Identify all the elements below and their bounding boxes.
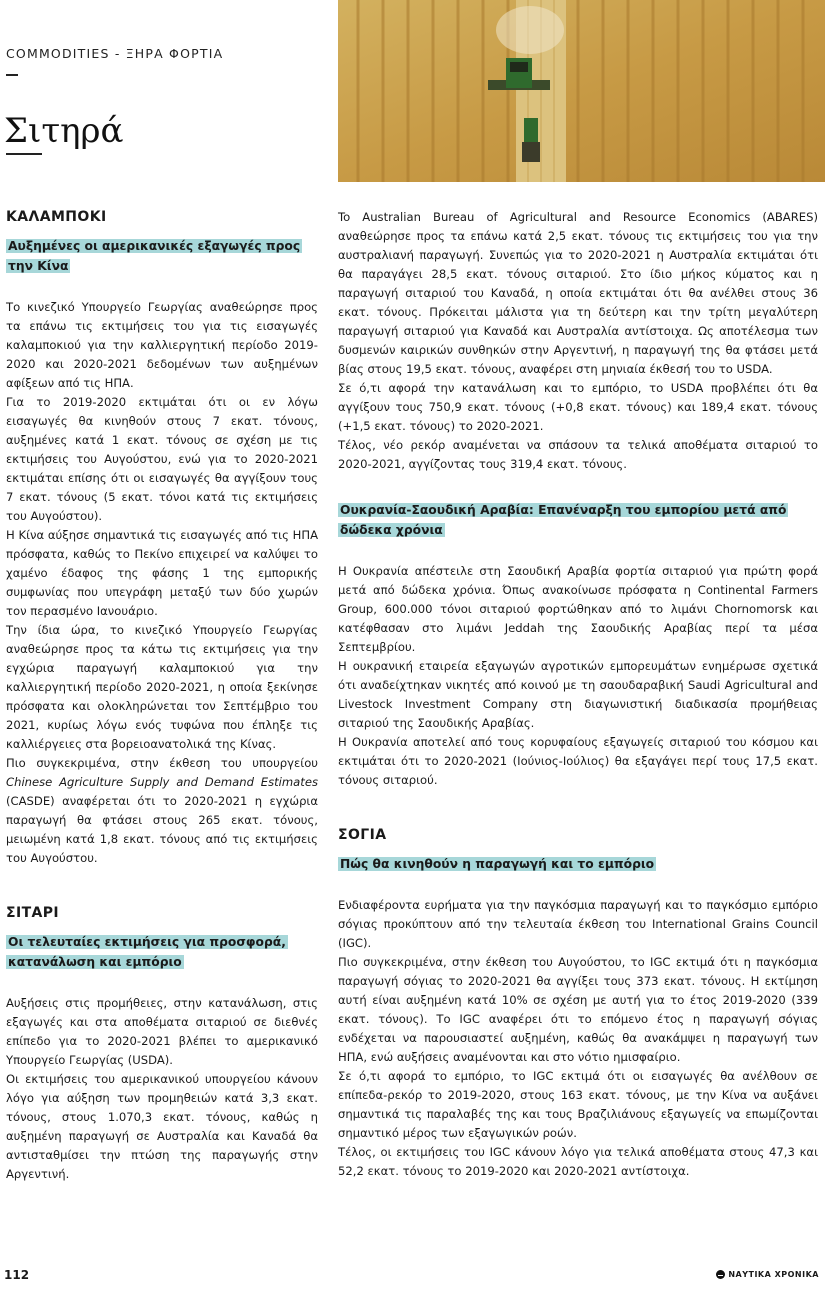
left-column: [6, 208, 318, 1184]
publication-brand: [716, 1270, 819, 1279]
corn-paragraph-4: Την ίδια ώρα, το κινεζικό Υπουργείο Γεωργίας αναθεώρησε προς τα κάτω τις εκτιμήσεις για την εγχώρια παραγωγή καλαμποκιού για την καλλιεργητική περίοδο 2020-2021, η οποία ξεκίνησε πρόσφατα και ολοκληρώνεται τον Σεπτέμβριο του 2021, κυρίως λόγω ενός τυφώνα που έπληξε τις καλλιέργειες στα βορειοανατολικά της Κίνας.: [6, 623, 318, 751]
right-column: [338, 208, 818, 1181]
soy-paragraph-4: Τέλος, οι εκτιμήσεις του IGC κάνουν λόγο για τελικά αποθέματα στους 47,3 και 52,2 εκατ. τόνους το 2019-2020 και 2020-2021 αντίστοιχα.: [338, 1145, 818, 1178]
brand-name: ΝΑΥΤΙΚΑ ΧΡΟΝΙΚΑ: [728, 1270, 819, 1279]
wheat-subheading: Οι τελευταίες εκτιμήσεις για προσφορά, κατανάλωση και εμπόριο: [8, 935, 286, 969]
wheat-heading: ΣΙΤΑΡΙ: [6, 905, 60, 921]
soy-paragraph-3: Σε ό,τι αφορά το εμπόριο, το IGC εκτιμά ότι οι εισαγωγές θα ανέλθουν σε επίπεδα-ρεκόρ το 2019-2020, στους 163 εκατ. τόνους, με την Κίνα να αυξάνει σημαντικά τις παραλαβές της και τους Βραζιλιάνους εξαγωγείς να επωμίζονται σημαντικό μέρος των εξαγωγικών ροών.: [338, 1069, 818, 1140]
page-title: Σιτηρά: [4, 110, 124, 151]
corn-paragraph-5: Πιο συγκεκριμένα, στην έκθεση του υπουργείου Chinese Agriculture Supply and Demand Estimates (CASDE) αναφέρεται ότι το 2020-2021 η εγχώρια παραγωγή θα φτάσει στους 265 εκατ. τόνους, μειωμένη κατά 1,8 εκατ. τόνους από τις εκτιμήσεις του Αυγούστου.: [6, 756, 318, 865]
brand-logo-icon: [716, 1270, 725, 1279]
corn-heading: ΚΑΛΑΜΠΟΚΙ: [6, 209, 107, 225]
page-number: 112: [4, 1268, 30, 1282]
wheat-paragraph-2: Οι εκτιμήσεις του αμερικανικού υπουργείου κάνουν λόγο για αύξηση των προμηθειών κατά 3,3 εκατ. τόνους, στους 1.070,3 εκατ. τόνους, καθώς η αυξημένη παραγωγή σε Αυστραλία και Καναδά θα αντισταθμίσει την πτώση της παραγωγής στην Αργεντινή.: [6, 1072, 318, 1181]
kicker-divider: [6, 74, 18, 76]
ukraine-paragraph-2: Η ουκρανική εταιρεία εξαγωγών αγροτικών εμπορευμάτων ενημέρωσε σχετικά ότι αναδείχτηκαν νικητές από κοινού με τη σαουδαραβική Saudi Agricultural and Livestock Investment Company στη διαγωνιστική διαδικασία προμήθειας σιταριού της Σαουδικής Αραβίας.: [338, 659, 818, 730]
soy-subheading: Πώς θα κινηθούν η παραγωγή και το εμπόριο: [340, 857, 655, 871]
title-divider: [6, 153, 42, 155]
ukraine-paragraph-1: Η Ουκρανία απέστειλε στη Σαουδική Αραβία φορτία σιταριού για πρώτη φορά μετά από δώδεκα χρόνια. Όπως ανακοίνωσε πρόσφατα η Continental Farmers Group, 600.000 τόνοι σιταριού φορτώθηκαν από το λιμάνι Chornomorsk και κατέφθασαν στο λιμάνι Jeddah της Σαουδικής Αραβίας περί τα μέσα Σεπτεμβρίου.: [338, 564, 818, 654]
ukraine-paragraph-3: Η Ουκρανία αποτελεί από τους κορυφαίους εξαγωγείς σιταριού του κόσμου και εκτιμάται ότι το 2020-2021 (Ιούνιος-Ιούλιος) θα εξαγάγει περί τους 17,5 εκατ. τόνους σιταριού.: [338, 735, 818, 787]
corn-paragraph-2: Για το 2019-2020 εκτιμάται ότι οι εν λόγω εισαγωγές θα κινηθούν στους 7 εκατ. τόνους, αυξημένες κατά 1 εκατ. τόνους σε σχέση με τις εκτιμήσεις του Αυγούστου, ενώ για το 2020-2021 εκτιμάται επίσης ότι οι εισαγωγές θα αγγίξουν τους 7 εκατ. τόνους (5 εκατ. τόνοι κατά τις εκτιμήσεις του Αυγούστου).: [6, 395, 318, 523]
wheat-paragraph-1: Αυξήσεις στις προμήθειες, στην κατανάλωση, στις εξαγωγές και στα αποθέματα σιταριού σε διεθνές επίπεδο για το 2020-2021 βλέπει το αμερικανικό Υπουργείο Γεωργίας (USDA).: [6, 996, 318, 1067]
soy-paragraph-2: Πιο συγκεκριμένα, στην έκθεση του Αυγούστου, το IGC εκτιμά ότι η παγκόσμια παραγωγή σόγιας το 2020-2021 θα αγγίξει τους 373 εκατ. τόνους. Η εκτίμηση αυτή είναι αυξημένη κατά 10% σε σχέση με αυτή για το έτος 2019-2020 (339 εκατ. τόνους). Το IGC αναφέρει ότι το επόμενο έτος η παραγωγή σόγιας ενδέχεται να παρουσιαστεί αυξημένη, καθώς θα ανακάμψει η παραγωγή των ΗΠΑ, ενώ αυξήσεις αναμένονται και στο νότιο ημισφαίριο.: [338, 955, 818, 1064]
category-kicker: COMMODITIES - ΞΗΡΑ ΦΟΡΤΙΑ: [6, 46, 224, 61]
casde-report-title: Chinese Agriculture Supply and Demand Estimates: [6, 775, 318, 789]
soy-paragraph-1: Ενδιαφέροντα ευρήματα για την παγκόσμια παραγωγή και το παγκόσμιο εμπόριο σόγιας προκύπτουν από την τελευταία έκθεση του International Grains Council (IGC).: [338, 898, 818, 950]
ukraine-subheading: Ουκρανία-Σαουδική Αραβία: Επανέναρξη του εμπορίου μετά από δώδεκα χρόνια: [340, 503, 787, 537]
corn-paragraph-3: Η Κίνα αύξησε σημαντικά τις εισαγωγές από τις ΗΠΑ πρόσφατα, καθώς το Πεκίνο επιχειρεί να καλύψει το χαμένο έδαφος της φάσης 1 της εμπορικής συμφωνίας που υπεγράφη μεταξύ των δύο χωρών τον περασμένο Ιανουάριο.: [6, 528, 318, 618]
corn-paragraph-1: Το κινεζικό Υπουργείο Γεωργίας αναθεώρησε προς τα επάνω τις εκτιμήσεις του για τις εισαγωγές καλαμποκιού για την καλλιεργητική περίοδο 2019-2020 και 2020-2021 δεδομένων των αυξημένων αφίξεων από τις ΗΠΑ.: [6, 300, 318, 390]
harvester-field-photo: [338, 0, 825, 182]
corn-subheading: Αυξημένες οι αμερικανικές εξαγωγές προς την Κίνα: [8, 239, 301, 273]
wheat-paragraph-4: Σε ό,τι αφορά την κατανάλωση και το εμπόριο, το USDA προβλέπει ότι θα αγγίξουν τους 750,9 εκατ. τόνους (+0,8 εκατ. τόνους) και 189,4 εκατ. τόνους (+1,5 εκατ. τόνους) το 2020-2021.: [338, 381, 818, 433]
wheat-paragraph-3: To Australian Bureau of Agricultural and Resource Economics (ABARES) αναθεώρησε προς τα επάνω κατά 2,5 εκατ. τόνους τις εκτιμήσεις του για την αυστραλιανή παραγωγή. Συνεπώς για το 2020-2021 η Αυστραλία εκτιμάται ότι θα παραγάγει 28,5 εκατ. τόνους σιταριού. Στο ίδιο μήκος κύματος και η παραγωγή σιταριού του Καναδά, η οποία εκτιμάται ότι θα ανέλθει στους 36 εκατ. τόνους. Πρόκειται μάλιστα για τη δεύτερη και την τρίτη μεγαλύτερη παραγωγή σιταριού για Καναδά και Αυστραλία αντίστοιχα. Ως αποτέλεσμα των δυσμενών καιρικών συνθηκών στην Αργεντινή, η παραγωγή της θα φτάσει μετά βίας στους 19,5 εκατ. τόνους, αναφέρει στη μηνιαία έκθεσή του το USDA.: [338, 210, 818, 376]
soy-heading: ΣΟΓΙΑ: [338, 827, 387, 843]
wheat-paragraph-5: Τέλος, νέο ρεκόρ αναμένεται να σπάσουν τα τελικά αποθέματα σιταριού το 2020-2021, αγγίζοντας τους 319,4 εκατ. τόνους.: [338, 438, 818, 471]
